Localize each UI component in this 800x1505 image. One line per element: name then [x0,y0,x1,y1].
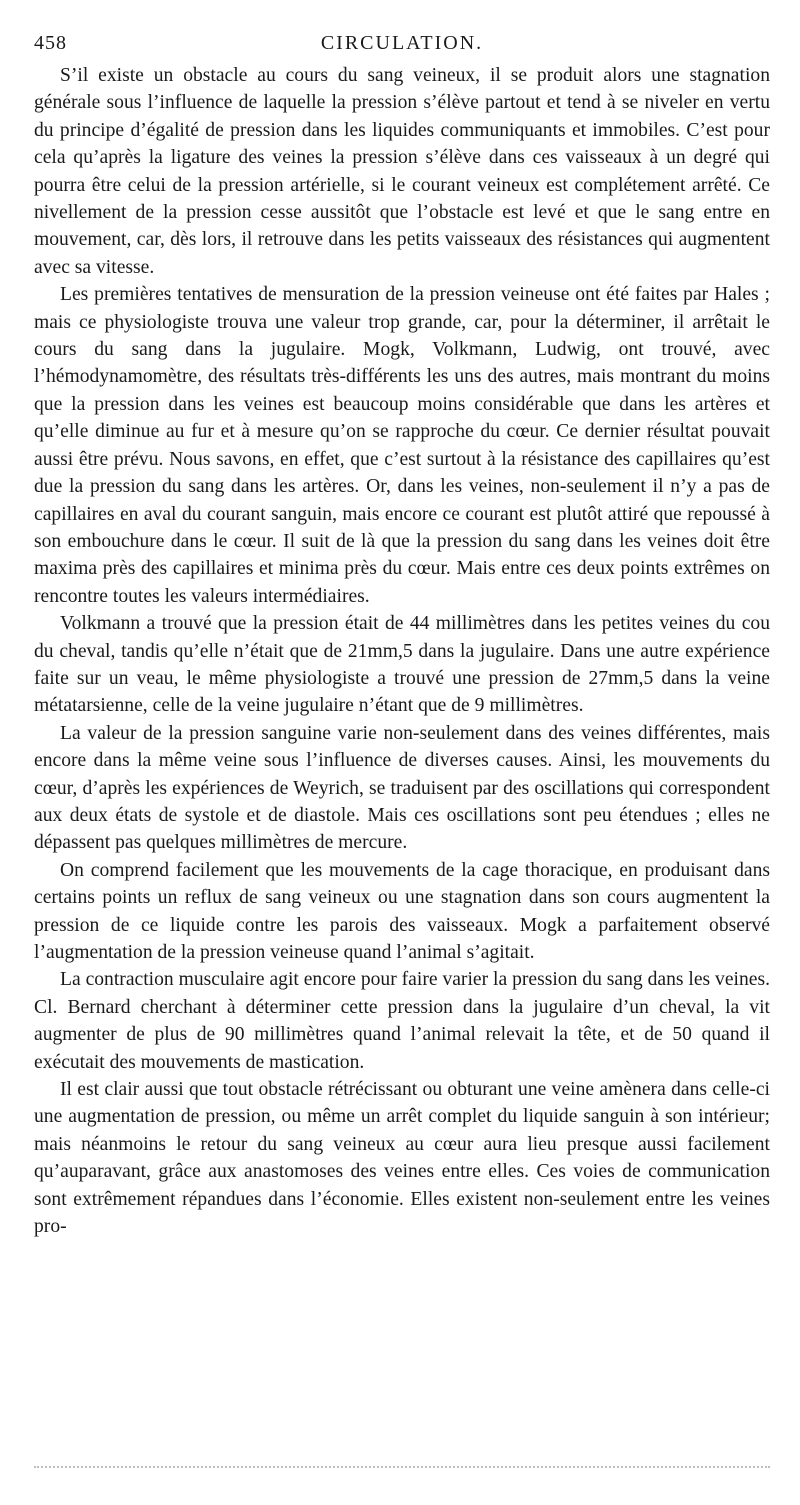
paragraph-thoracic-movements: On comprend facilement que les mouvements de la cage thoracique, en produisant dans certains points un reflux de sang veineux ou une stagnation dans son cours augmentent la pression de ce liquide contre les parois des vaisseaux. Mogk a parfaitement observé l’augmentation de la pression veineuse quand l’animal s’agitait. [34,859,770,963]
page-header [34,28,770,62]
paragraph-measurement-attempts: Les premières tentatives de mensuration de la pression veineuse ont été faites par Hales ; mais ce physiologiste trouva une valeur trop grande, car, pour la déterminer, il arrêtait le cours du sang dans la jugulaire. Mogk, Volkmann, Ludwig, ont trouvé, avec l’hémodynamomètre, des résultats très-différents les uns des autres, mais montrant du moins que la pression dans les veines est beaucoup moins considérable que dans les artères et qu’elle diminue au fur et à mesure qu’on se rapproche du cœur. Ce dernier résultat pouvait aussi être prévu. Nous savons, en effet, que c’est surtout à la résistance des capillaires qu’est due la pression du sang dans les artères. Or, dans les veines, non-seulement il n’y a pas de capillaires en aval du courant sanguin, mais encore ce courant est plutôt attiré que repoussé à son embouchure dans le cœur. Il suit de là que la pression du sang dans les veines doit être maxima près des capillaires et minima près du cœur. Mais entre ces deux points extrêmes on rencontre toutes les valeurs intermédiaires. [34,284,770,607]
footer-dotted-rule [34,1466,770,1474]
paragraph-pressure-variation: La valeur de la pression sanguine varie non-seulement dans des veines différentes, mais encore dans la même veine sous l’influence de diverses causes. Ainsi, les mouvements du cœur, d’après les expériences de Weyrich, se traduisent par des oscillations qui correspondent aux deux états de systole et de diastole. Mais ces oscillations sont peu étendues ; elles ne dépassent pas quelques millimètres de mercure. [34,722,770,854]
paragraph-venous-obstacle: S’il existe un obstacle au cours du sang veineux, il se produit alors une stagnation générale sous l’influence de laquelle la pression s’élève partout et tend à se niveler en vertu du principe d’égalité de pression dans les liquides communiquants et immobiles. C’est pour cela qu’après la ligature des veines la pression s’élève dans ces vaisseaux à un degré qui pourra être celui de la pression artérielle, si le courant veineux est complétement arrêté. Ce nivellement de la pression cesse aussitôt que l’obstacle est levé et que le sang entre en mouvement, car, dès lors, il retrouve dans les petits vaisseaux des résistances qui augmentent avec sa vitesse. [34,65,770,278]
body-text [34,62,770,1240]
page-number: 458 [34,32,67,54]
running-head: CIRCULATION. [320,32,484,54]
paragraph-anastomoses: Il est clair aussi que tout obstacle rétrécissant ou obturant une veine amènera dans celle-ci une augmentation de pression, ou même un arrêt complet du liquide sanguin à son intérieur; mais néanmoins le retour du sang veineux au cœur aura lieu presque aussi facilement qu’auparavant, grâce aux anastomoses des veines entre elles. Ces voies de communication sont extrêmement répandues dans l’économie. Elles existent non-seulement entre les veines pro- [34,1079,770,1238]
paragraph-muscular-contraction: La contraction musculaire agit encore pour faire varier la pression du sang dans les veines. Cl. Bernard cherchant à déterminer cette pression dans la jugulaire d’un cheval, la vit augmenter de plus de 90 millimètres quand l’animal relevait la tête, et de 50 quand il exécutait des mouvements de mastication. [34,969,771,1073]
paragraph-volkmann-values: Volkmann a trouvé que la pression était de 44 millimètres dans les petites veines du cou du cheval, tandis qu’elle n’était que de 21mm,5 dans la jugulaire. Dans une autre expérience faite sur un veau, le même physiologiste a trouvé une pression de 27mm,5 dans la veine métatarsienne, celle de la veine jugulaire n’étant que de 9 millimètres. [34,613,770,717]
